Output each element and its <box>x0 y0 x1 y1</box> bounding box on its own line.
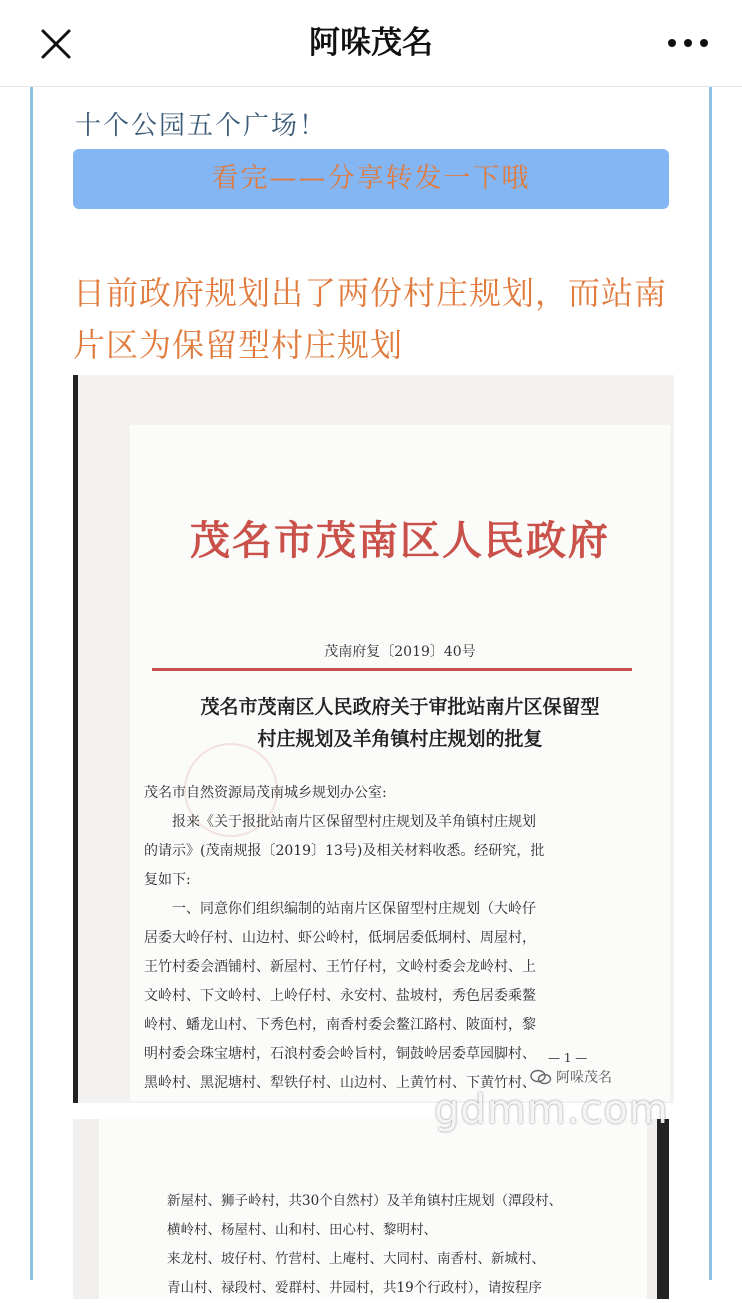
wechat-icon <box>530 1069 552 1085</box>
intro-text: 十个公园五个广场！ <box>75 111 328 141</box>
page-title: 阿哚茂名 <box>309 25 433 61</box>
document-number: 茂南府复〔2019〕40号 <box>324 644 476 660</box>
document-line: 黑岭村、黑泥塘村、犁铁仔村、山边村、上黄竹村、下黄竹村、 <box>144 1075 536 1091</box>
site-watermark: gdmm.com <box>434 1087 669 1133</box>
document-org-name: 茂名市茂南区人民政府 <box>190 517 610 564</box>
article-headline: 日前政府规划出了两份村庄规划，而站南片区为保留型村庄规划 <box>73 274 668 364</box>
document-line: 明村委会珠宝塘村，石浪村委会岭旨村，铜鼓岭居委草园脚村、 <box>144 1046 536 1062</box>
document-2-line: 横岭村、杨屋村、山和村、田心村、黎明村、 <box>167 1222 437 1238</box>
document-subject-line-1: 茂名市茂南区人民政府关于审批站南片区保留型 <box>200 696 600 718</box>
document-line: 王竹村委会酒铺村、新屋村、王竹仔村，文岭村委会龙岭村、上 <box>144 959 536 975</box>
document-subject-line-2: 村庄规划及羊角镇村庄规划的批复 <box>257 728 543 750</box>
document-line: 的请示》(茂南规报〔2019〕13号)及相关材料收悉。经研究，批 <box>144 843 545 859</box>
document-recipient: 茂名市自然资源局茂南城乡规划办公室: <box>144 785 387 801</box>
more-options-icon[interactable] <box>664 26 712 60</box>
document-line: 岭村、蟠龙山村、下秀色村，南香村委会鳌江路村、陂面村，黎 <box>144 1017 536 1033</box>
document-page-number: — 1 — <box>548 1051 588 1065</box>
document-2-line: 来龙村、坡仔村、竹营村、上庵村、大同村、南香村、新城村、 <box>167 1251 545 1267</box>
document-line: 报来《关于报批站南片区保留型村庄规划及羊角镇村庄规划 <box>172 814 536 830</box>
image-watermark <box>530 1067 612 1087</box>
document-red-rule <box>152 668 632 671</box>
image-edge-bar <box>657 1119 669 1299</box>
document-line: 居委大岭仔村、山边村、虾公岭村，低垌居委低垌村、周屋村， <box>144 930 536 946</box>
document-line: 文岭村、下文岭村、上岭仔村、永安村、盐坡村，秀色居委乘鳌 <box>144 988 536 1004</box>
document-page <box>130 425 670 1101</box>
document-2-line: 青山村、禄段村、爱群村、井园村，共19个行政村），请按程序 <box>167 1280 542 1296</box>
share-banner[interactable]: 看完——分享转发一下哦 <box>73 149 669 209</box>
document-image-2[interactable] <box>73 1119 669 1299</box>
document-image-1[interactable] <box>73 375 674 1103</box>
top-nav-bar <box>0 0 742 87</box>
document-line: 复如下: <box>144 872 191 888</box>
watermark-text: 阿哚茂名 <box>556 1070 612 1086</box>
document-line: 一、同意你们组织编制的站南片区保留型村庄规划（大岭仔 <box>172 901 536 917</box>
document-2-body <box>167 1187 607 1303</box>
document-2-line: 新屋村、狮子岭村，共30个自然村）及羊角镇村庄规划（潭段村、 <box>167 1193 563 1209</box>
